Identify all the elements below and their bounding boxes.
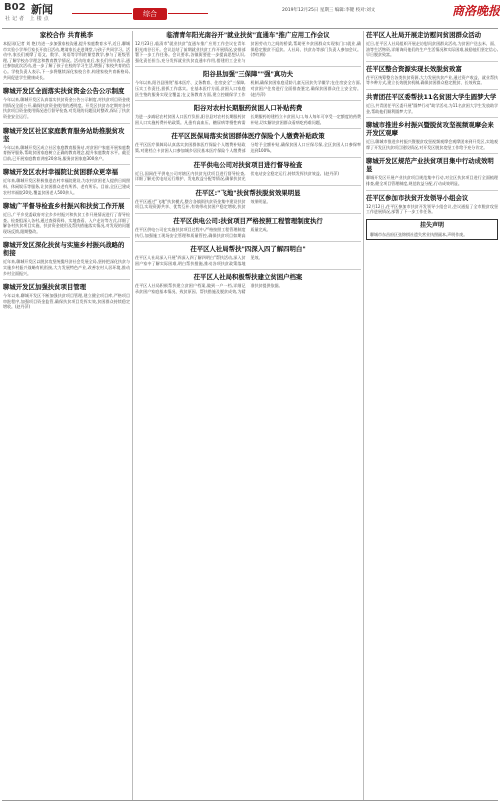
article: [366, 194, 498, 215]
article-headline: 聊城市推进乡村振兴暨脱贫攻坚视频观摩会来开发区观摩: [366, 121, 494, 138]
article-headline: 聊城开发区全面落实扶贫资金公告公示制度: [3, 87, 125, 96]
article-divider: [135, 185, 361, 186]
article-body: 本报讯(记者 刘 艳)为进一步加强家校沟通,提升家庭教育水平,近日,聊城市实验小学举行家长开放日活动,邀请家长走进课堂,与孩子共同学习。活动中,家长们观摩了语文、数学、英语等学科的课堂教学,参与了班级管理,了解学校办学理念和教育教学情况。活动结束后,家长们纷纷表示,通过参加此次活动,进一步了解了孩子在校的学习生活,增强了家校共育的信心。学校负责人表示,下一步将继续深化家校合作,构建家校共育新格局,共同促进学生健康成长。: [3, 41, 130, 80]
article-divider: [3, 164, 130, 165]
article-divider: [3, 237, 130, 238]
article: [135, 132, 361, 153]
article: [366, 157, 498, 186]
article-body: 近年来,聊城开发区以脱贫攻坚统揽经济社会发展全局,坚持把深化扶贫与实施乡村振兴战略有机衔接,大力发展特色产业,改善农村人居环境,推动乡村全面振兴。: [3, 259, 130, 276]
article: [3, 87, 130, 119]
article-divider: [3, 83, 130, 84]
article-body: 12月12日,茌平区参加市扶贫开发领导小组会议,会议通报了全市脱贫攻坚工作进展情况,部署了下一步工作任务。: [366, 203, 498, 215]
article-headline: 临清青年阳光南谷开"就业扶贫"直通车"推广应用工作会议: [166, 31, 330, 39]
article: [366, 31, 498, 58]
publication-date: 2019年12月25日 星期三 编辑:李键 校对:刘文: [282, 8, 376, 13]
article-headline: 聊城开发区深化扶贫与实施乡村振兴战略的衔接: [3, 241, 125, 258]
section-name: 新闻: [31, 3, 53, 16]
article: [3, 241, 130, 276]
article-body: 为进一步减轻农村贫困人口医疗负担,阳谷县对农村长期服药贫困人口实施药费补贴政策。凡患有高血压、糖尿病等慢性病需长期服药的建档立卡贫困人口,每人每年可享受一定额度的药费补贴,切实解决贫困群众看病吃药难问题。: [135, 114, 361, 125]
article-headline: 阳谷对农村长期服药贫困人口补贴药费: [193, 104, 303, 113]
article-body: 近日,茌平区人社局组织开展走访慰问贫困群众活动,为贫困户送去米、面、油等生活物资,详细询问他们的生产生活情况和实际困难,鼓励他们坚定信心,早日脱贫致富。: [366, 41, 498, 58]
article-body: 茌平区人社局深入开展"四深入四了解四明白"帮扶活动,深入贫困户家中了解实际困难,明白帮扶措施,推动各项扶贫政策落地见效。: [135, 255, 263, 266]
article-headline: 茌平区人社局积极帮扶建立贫困户档案: [193, 273, 303, 282]
article: [135, 31, 361, 63]
article-headline: 茌平区:"飞地"扶贫帮扶脱贫效果明显: [195, 188, 301, 197]
article-headline: 茌平区人社局开展走访慰问贫困群众活动: [366, 31, 482, 39]
article: [3, 283, 130, 310]
article-divider: [135, 241, 361, 242]
article-divider: [3, 198, 130, 199]
article-divider: [366, 117, 498, 118]
section-badge: 综合: [133, 8, 167, 20]
article-divider: [366, 61, 498, 62]
article: [3, 127, 130, 162]
article-headline: 共青团茌平区委帮扶11名贫困大学生圆梦大学: [366, 92, 497, 101]
article: [135, 161, 361, 182]
article-body: 近日,广平乡党委政府对全乡乡村振兴和扶贫工作开展情况进行了督导检查。检查组深入各村,通过查阅资料、实地查看、入户走访等方式,详细了解各村扶贫项目实施、扶贫资金使用及帮扶措施落实情况,对发现的问题现场反馈,限期整改。: [3, 212, 130, 234]
article-body: 今年以来,聊城开发区认真落实扶贫资金公告公示制度,对扶贫项目资金使用情况全面公开,确保扶贫资金使用的透明度。开发区扶贫办定期对各村扶贫项目资金使用情况进行督导检查,对发现的问题及时整改,保证了扶贫资金安全运行。: [3, 97, 130, 119]
article: [366, 93, 498, 114]
article-divider: [135, 66, 361, 67]
article-headline: 聊城广平督导检查乡村振兴和扶贫工作开展: [3, 202, 125, 211]
article-divider: [3, 123, 130, 124]
article: [135, 70, 361, 97]
article-divider: [135, 213, 361, 214]
article-divider: [135, 269, 361, 270]
header-rule: [72, 13, 132, 14]
lost-notice-box: [366, 219, 498, 241]
article: [135, 217, 361, 238]
article-body: 茌平区供电公司在实施扶贫项目过程中,严格按照工程管理制度执行,加强施工现场安全管理和质量管控,确保扶贫项目如期高质量完成。: [135, 226, 271, 238]
article: [3, 202, 130, 234]
article: [366, 65, 498, 86]
notice-body: 聊城市东昌府区弦锦棋社遗失营业执照副本,声明作废。: [370, 231, 468, 237]
article: [135, 104, 361, 125]
column-right: [366, 31, 498, 801]
article-headline: 茌平区参加市扶贫开发领导小组会议: [366, 193, 469, 202]
masthead: [0, 0, 500, 28]
article-body: 茌平区统筹整合各类扶贫资源,大力发展扶贫产业,通过资产收益、就业帮扶等多种方式,建立长效脱贫机制,确保贫困群众稳定脱贫、长效致富。: [366, 74, 498, 86]
article-body: 茌平区通过"飞地"扶贫模式,整合各镇街扶贫资金集中建设扶贫项目,实现资源共享、优势互补,有效带动贫困户稳定增收,扶贫效果明显。: [135, 198, 271, 210]
column-center: [135, 31, 361, 801]
article: [135, 273, 361, 294]
article: [366, 121, 498, 150]
article-headline: 茌平区供电公司:扶贫项目严格按照工程管理制度执行: [173, 216, 323, 225]
article-headline: 茌平供电公司对扶贫项目进行督导检查: [193, 160, 303, 169]
article: [3, 168, 130, 195]
footer-rule: [2, 800, 498, 801]
article-divider: [366, 89, 498, 90]
article-headline: 聊城开发区社区家庭教育服务站助推脱贫攻坚: [3, 126, 125, 143]
section-slogan: 社记者 上楼点: [5, 16, 51, 22]
article-divider: [3, 279, 130, 280]
article-divider: [366, 153, 498, 154]
column-left: [3, 31, 130, 801]
masthead-divider: [2, 28, 498, 29]
article-divider: [135, 100, 361, 101]
article-body: 茌平区人社局积极帮扶建立贫困户档案,做到一户一档,详细记录贫困户家庭基本情况、致贫原因、帮扶措施及脱贫成效,为精准扶贫提供依据。: [135, 283, 283, 294]
article-divider: [135, 157, 361, 158]
article-body: 近日,聊城市推进乡村振兴暨脱贫攻坚视频观摩会观摩团来到开发区,实地观摩了开发区扶贫项目建设情况,对开发区脱贫攻坚工作给予充分肯定。: [366, 139, 498, 150]
article-body: 聊城开发区开展产业扶贫项目规范集中行动,对全区扶贫项目进行全面梳理排查,健全项目管理制度,规范收益分配,行动成效明显。: [366, 175, 498, 186]
article-body: 今年以来,阳谷县围绕"基本医疗、义务教育、住房安全"三保障,压实工作责任,狠抓工作落实。在基本医疗方面,贫困人口家庭医生签约服务实现全覆盖;在义务教育方面,建立控辍保学工作机制,确保贫困家庭适龄儿童无因贫失学辍学;在住房安全方面,对贫困户住房进行全面排查鉴定,确保贫困群众住上安全房。(赵丹萍): [135, 80, 361, 97]
article-headline: 茌平区整合资源实现长效脱贫致富: [366, 64, 462, 73]
header-rule: [168, 13, 208, 14]
article-headline: 家校合作 共育桃李: [39, 31, 94, 39]
article-body: 茌平区医疗保障局认真落实贫困群体医疗保险个人缴费补贴政策,对建档立卡贫困人口参加城乡居民基本医疗保险个人缴费部分给予全额补贴,确保贫困人口应保尽保,全区贫困人口参保率达到100%。: [135, 142, 361, 153]
article-headline: 茌平区人社局帮扶"四深入四了解四明白": [190, 245, 306, 254]
article-divider: [366, 190, 498, 191]
article-body: 今年以来,聊城开发区成立社区家庭教育服务站,对贫困户家庭开展家庭教育指导服务,帮助贫困家庭树立正确的教育理念,提升家庭教育水平。截至目前,已开展家庭教育讲座20余场,服务贫困家庭300余户。: [3, 144, 130, 161]
article: [3, 31, 130, 80]
article-headline: 聊城开发区农村幸福院让贫困群众更幸福: [3, 168, 119, 177]
article-headline: 阳谷县加强"三保障""强"真功夫: [202, 70, 293, 79]
notice-title: 挂失声明: [419, 221, 444, 229]
article-headline: 茌平区医保局落实贫困群体医疗保险个人缴费补贴政策: [171, 132, 325, 141]
article-headline: 聊城开发区规范产业扶贫项目集中行动成效明显: [366, 157, 494, 174]
newspaper-logo: 商洛晚报: [452, 4, 500, 18]
article: [135, 245, 361, 266]
page-number: B02: [4, 2, 26, 13]
article-body: 近日,共青团茌平区委开展"圆梦行动"助学活动,为11名贫困大学生发放助学金,帮助他们顺利圆梦大学。: [366, 102, 498, 114]
article-body: 今年以来,聊城开发区不断加强扶贫项目管理,建立健全项目库,严格项目审批程序,加强项目资金监管,确保扶贫项目发挥实效,贫困群众持续稳定增收。(赵丹萍): [3, 293, 130, 310]
column-divider: [132, 31, 133, 801]
article-divider: [135, 128, 361, 129]
article-body: 近年来,聊城开发区积极推进农村幸福院建设,为农村贫困老人提供日间照料、休闲娱乐等服务,让贫困群众老有所养、老有所乐。目前,全区已建成农村幸福院20处,覆盖贫困老人500余人。: [3, 178, 130, 195]
article-body: 近日,国网茌平供电公司对辖区内扶贫光伏项目进行督导检查,详细了解光伏电站运行维护、发电收益分配等情况,确保扶贫光伏电站安全稳定运行,持续发挥扶贫效益。(赵丹萍): [135, 170, 339, 182]
article-body: 12月23日,临清市"就业扶贫"直通车推广应用工作会议在青年阳光南谷召开。会议总结了前期就业扶贫工作开展情况,安排部署下一步工作任务。会议要求,各镇街要进一步提高思想认识,强化责任担当,充分发挥就业扶贫直通车作用,搭建用工企业与贫困劳动力之间的桥梁,帮助更多贫困群众实现家门口就业,确保稳定脱贫不返贫。人社局、扶贫办等部门负责人参加会议。(李红梅): [135, 41, 361, 63]
article-headline: 聊城开发区加强扶贫项目管理: [3, 283, 87, 292]
column-divider: [363, 31, 364, 801]
article: [135, 189, 361, 210]
